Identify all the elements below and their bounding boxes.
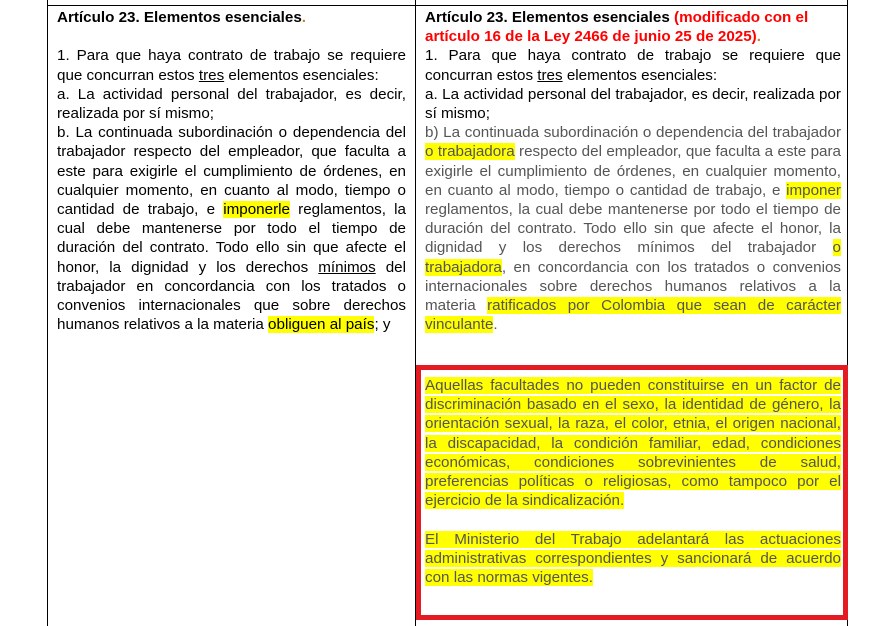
added-paragraph-1: Aquellas facultades no pueden constituirse en un factor de discriminación basado en el sexo, la identidad de género, la orientación sexual, la raza, el color, etnia, el origen nacional, la discapacidad, la condición familiar, edad, condiciones económicas, condiciones sobrevinientes de salud, preferencias políticas o religiosas, como tampoco por el ejercicio de la sindicalización.	[425, 377, 841, 510]
original-article-column	[57, 8, 406, 334]
modified-paragraph-1: 1. Para que haya contrato de trabajo se requiere que concurran estos tres elementos esenciales:	[425, 47, 841, 84]
modification-note: (modificado con el artículo 16 de la Ley 2466 de junio 25 de 2025)	[425, 9, 809, 46]
table-top-border	[47, 5, 848, 6]
original-article-title: Artículo 23. Elementos esenciales.	[57, 9, 307, 26]
highlight-obliguen: obliguen al país	[268, 316, 375, 334]
highlight-imponerle: imponerle	[223, 201, 290, 219]
added-paragraph-2: El Ministerio del Trabajo adelantará las actuaciones administrativas correspondientes y sancionará de acuerdo con las normas vigentes.	[425, 530, 841, 587]
modified-article-title: Artículo 23. Elementos esenciales (modificado con el artículo 16 de la Ley 2466 de junio 25 de 2025).	[425, 9, 809, 46]
original-item-a: a. La actividad personal del trabajador, es decir, realizada por sí mismo;	[57, 85, 406, 122]
original-item-b: b. La continuada subordinación o dependencia del trabajador respecto del empleador, que faculta a este para exigirle el cumplimiento de órdenes, en cualquier momento, en cuanto al modo, tiempo o cantidad de trabajo, e imponerle reglamentos, la cual debe mantenerse por todo el tiempo de duración del contrato. Todo ello sin que afecte el honor, la dignidad y los derechos mínimos del trabajador en concordancia con los tratados o convenios internacionales que sobre derechos humanos relativos a la materia obliguen al país; y	[57, 124, 407, 334]
original-paragraph-1: 1. Para que haya contrato de trabajo se requiere que concurran estos tres elementos esenciales:	[57, 47, 406, 84]
modified-article-column	[425, 8, 841, 334]
modified-item-b: b) La continuada subordinación o dependencia del trabajador o trabajadora respecto del empleador, que faculta a este para exigirle el cumplimiento de órdenes, en cualquier momento, en cuanto al modo, tiempo o cantidad de trabajo, e imponer reglamentos, la cual debe mantenerse por todo el tiempo de duración del contrato. Todo ello sin que afecte el honor, la dignidad y los derechos mínimos del trabajador o trabajadora, en concordancia con los tratados o convenios internacionales sobre derechos humanos relativos a la materia ratificados por Colombia que sean de carácter vinculante.	[425, 124, 841, 334]
modified-item-a: a. La actividad personal del trabajador, es decir, realizada por sí mismo;	[425, 85, 841, 123]
table-left-border	[47, 0, 48, 626]
added-paragraph-text	[425, 376, 841, 587]
